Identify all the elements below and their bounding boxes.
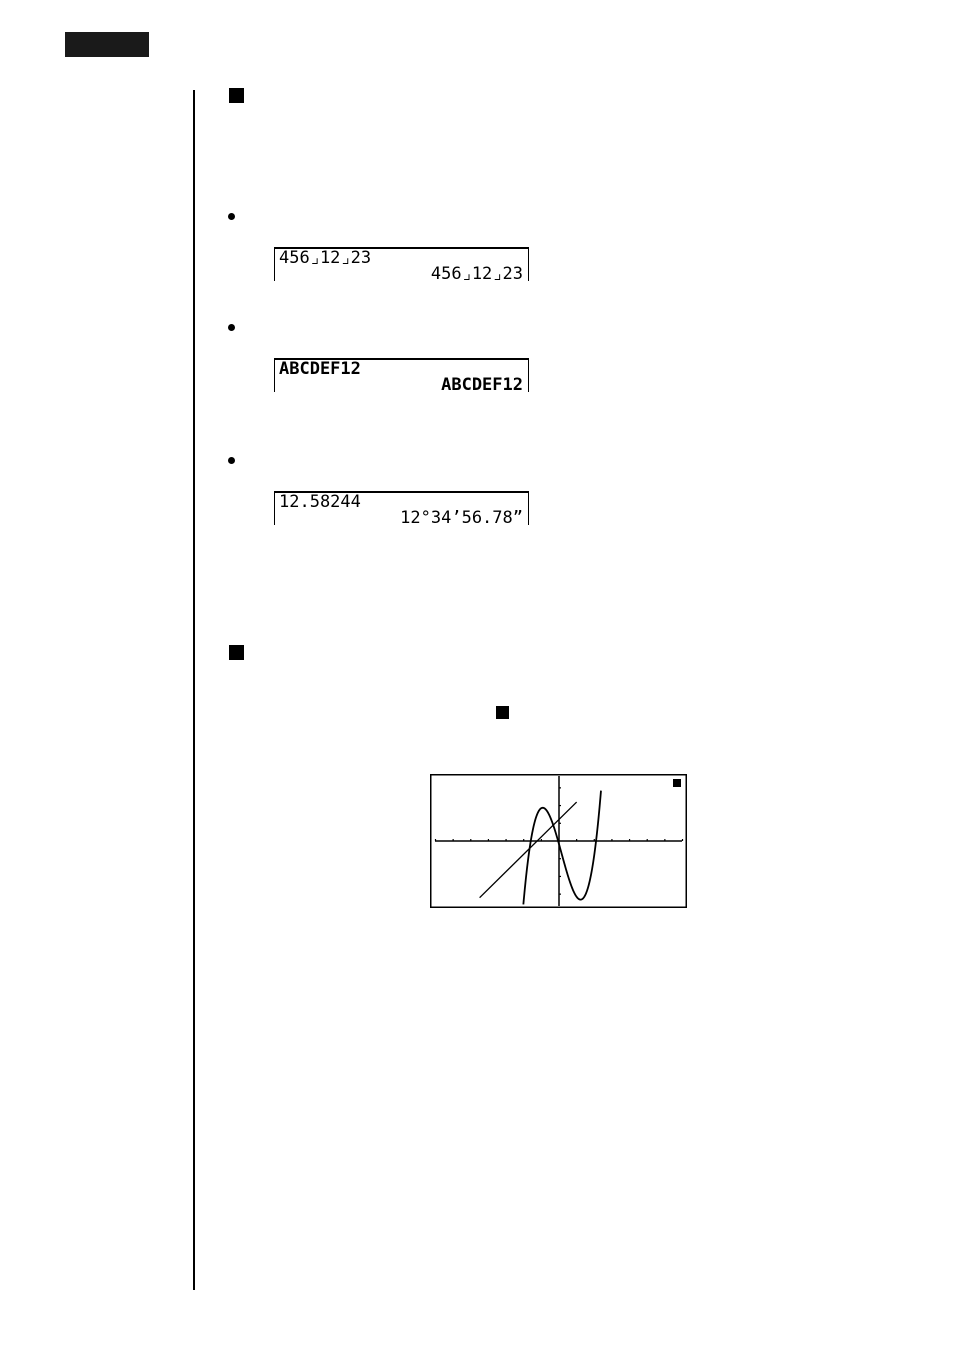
screen-output: 456⌟12⌟23 [430, 264, 523, 284]
calculator-screen-3 [274, 491, 529, 528]
section-marker-icon [229, 645, 244, 660]
screen-input: 456⌟12⌟23 [279, 248, 372, 268]
calculator-screen-1 [274, 247, 529, 284]
graph-indicator-icon [673, 779, 681, 787]
bullet-icon [228, 213, 235, 220]
graph-screen [430, 774, 687, 908]
screen-output: ABCDEF12 [441, 375, 523, 395]
margin-rule [193, 90, 195, 1290]
screen-output: 12°34’56.78” [400, 508, 523, 528]
black-square-icon [496, 706, 509, 719]
calculator-screen-2 [274, 358, 529, 395]
section-marker-icon [229, 88, 244, 103]
screen-input: 12.58244 [279, 492, 361, 512]
chapter-tab [65, 32, 149, 57]
screen-input: ABCDEF12 [279, 359, 361, 379]
bullet-icon [228, 324, 235, 331]
bullet-icon [228, 457, 235, 464]
